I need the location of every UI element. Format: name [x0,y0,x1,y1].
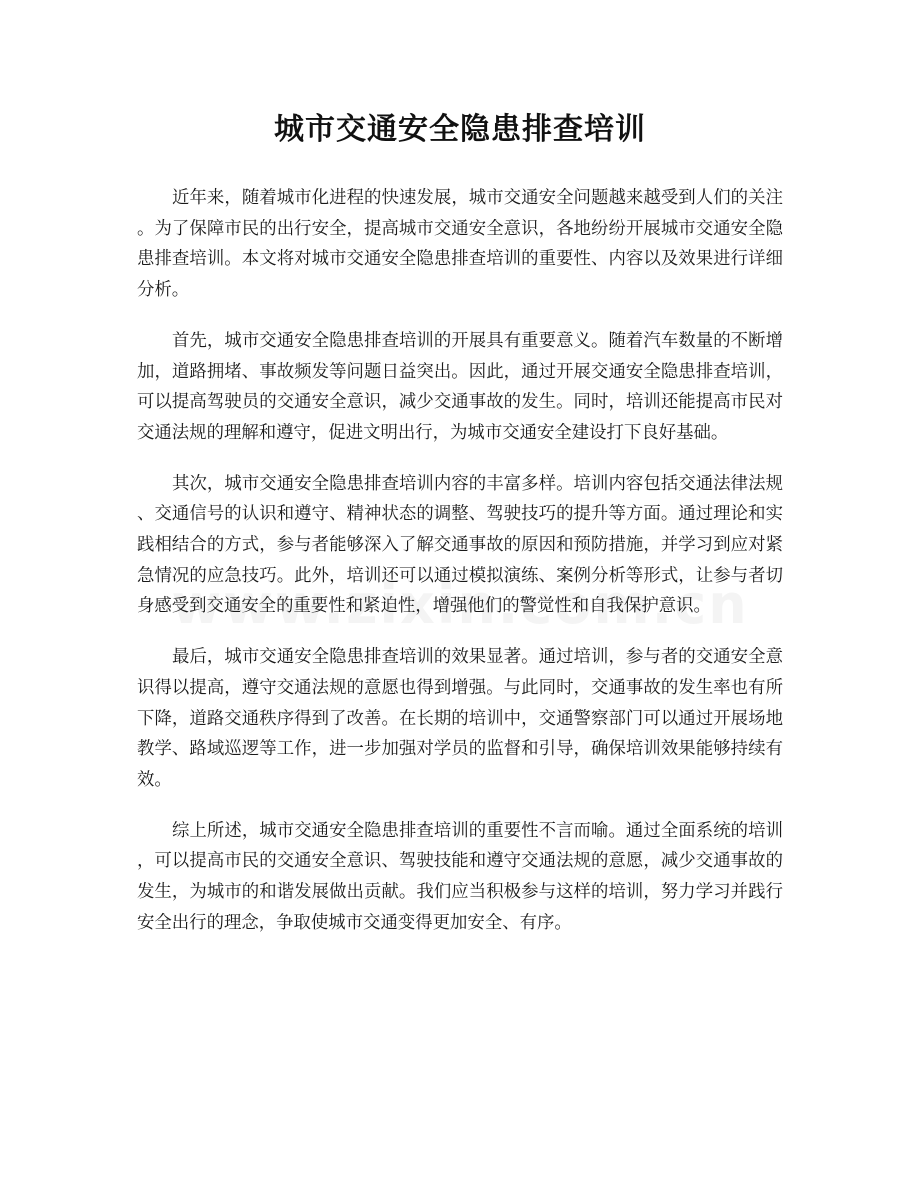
paragraph-content: 其次，城市交通安全隐患排查培训内容的丰富多样。培训内容包括交通法律法规、交通信号的认识和遵守、精神状态的调整、驾驶技巧的提升等方面。通过理论和实践相结合的方式，参与者能够深入了解交通事故的原因和预防措施，并学习到应对紧急情况的应急技巧。此外，培训还可以通过模拟演练、案例分析等形式，让参与者切身感受到交通安全的重要性和紧迫性，增强他们的警觉性和自我保护意识。 [137,473,783,617]
paragraph-importance: 首先，城市交通安全隐患排查培训的开展具有重要意义。随着汽车数量的不断增加，道路拥堵、事故频发等问题日益突出。因此，通过开展交通安全隐患排查培训，可以提高驾驶员的交通安全意识，减少交通事故的发生。同时，培训还能提高市民对交通法规的理解和遵守，促进文明出行，为城市交通安全建设打下良好基础。 [137,330,783,443]
document-title: 城市交通安全隐患排查培训 [274,112,646,147]
document-body [137,183,783,958]
paragraph-intro: 近年来，随着城市化进程的快速发展，城市交通安全问题越来越受到人们的关注。为了保障市民的出行安全，提高城市交通安全意识，各地纷纷开展城市交通安全隐患排查培训。本文将对城市交通安全隐患排查培训的重要性、内容以及效果进行详细分析。 [137,188,783,301]
paragraph-conclusion: 综上所述，城市交通安全隐患排查培训的重要性不言而喻。通过全面系统的培训，可以提高市民的交通安全意识、驾驶技能和遵守交通法规的意愿，减少交通事故的发生，为城市的和谐发展做出贡献。我们应当积极参与这样的培训，努力学习并践行安全出行的理念，争取使城市交通变得更加安全、有序。 [137,820,783,933]
paragraph-effect: 最后，城市交通安全隐患排查培训的效果显著。通过培训，参与者的交通安全意识得以提高，遵守交通法规的意愿也得到增强。与此同时，交通事故的发生率也有所下降，道路交通秩序得到了改善。在长期的培训中，交通警察部门可以通过开展场地教学、路域巡逻等工作，进一步加强对学员的监督和引导，确保培训效果能够持续有效。 [137,647,783,790]
